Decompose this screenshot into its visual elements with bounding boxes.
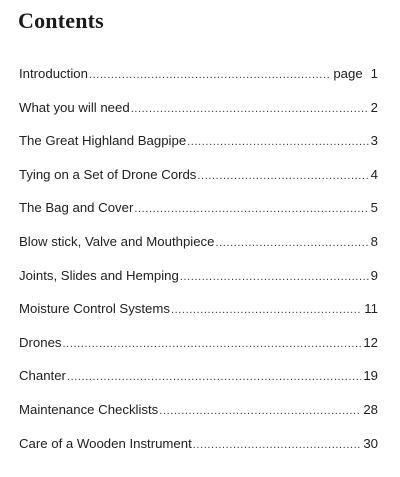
toc-entry-title: Joints, Slides and Hemping <box>19 267 179 283</box>
toc-entry-page-number: 9 <box>370 267 378 283</box>
toc-entry-page <box>333 66 378 81</box>
toc-entry-bag-and-cover <box>19 200 378 234</box>
dot-leader <box>180 271 369 283</box>
toc-entry-joints-slides-hemping <box>19 268 378 302</box>
toc-entry-title: Tying on a Set of Drone Cords <box>19 166 197 182</box>
toc-entry-page-number: 19 <box>363 368 378 384</box>
toc-entry-page-number: 8 <box>370 233 378 249</box>
toc-entry-maintenance-checklists <box>19 402 378 436</box>
toc-entry-moisture-control <box>19 301 378 335</box>
dot-leader <box>89 69 331 81</box>
toc-entry-page-number: 30 <box>363 435 378 451</box>
toc-entry-title: The Great Highland Bagpipe <box>19 133 187 149</box>
toc-entry-what-you-will-need <box>19 100 378 134</box>
toc-entry-title: Moisture Control Systems <box>19 301 170 317</box>
toc-entry-great-highland-bagpipe <box>19 133 378 167</box>
toc-entry-introduction <box>19 66 378 100</box>
toc-entry-title: Introduction <box>19 66 88 81</box>
dot-leader <box>131 103 369 115</box>
toc-entry-page-number: 28 <box>363 401 378 417</box>
toc-entry-chanter <box>19 368 378 402</box>
dot-leader <box>171 304 362 316</box>
toc-entry-title: Blow stick, Valve and Mouthpiece <box>19 233 215 249</box>
toc-entry-page-number: 2 <box>370 99 378 115</box>
toc-entry-title: The Bag and Cover <box>19 200 134 216</box>
toc-entry-page-number: 1 <box>370 66 378 81</box>
toc-entry-wooden-instrument <box>19 436 378 470</box>
toc-entry-page-number: 12 <box>363 334 378 350</box>
toc-entry-title: Care of a Wooden Instrument <box>19 435 192 451</box>
dot-leader <box>193 439 362 451</box>
dot-leader <box>63 338 362 350</box>
toc-entry-title: What you will need <box>19 99 130 115</box>
dot-leader <box>197 170 368 182</box>
dot-leader <box>67 371 361 383</box>
toc-entry-title: Chanter <box>19 368 66 384</box>
page-title: Contents <box>18 8 104 33</box>
dot-leader <box>134 203 368 215</box>
dot-leader <box>159 405 361 417</box>
toc-entry-page-number: 5 <box>370 200 378 216</box>
toc-entry-drones <box>19 335 378 369</box>
toc-entry-page-number: 4 <box>370 166 378 182</box>
toc-entry-drone-cords <box>19 167 378 201</box>
page-word-label: page <box>333 66 363 81</box>
toc-entry-blow-stick <box>19 234 378 268</box>
toc-entry-title: Maintenance Checklists <box>19 401 159 417</box>
toc-entry-title: Drones <box>19 334 62 350</box>
dot-leader <box>187 136 369 148</box>
table-of-contents <box>19 66 378 469</box>
dot-leader <box>215 237 368 249</box>
toc-entry-page-number: 11 <box>364 301 378 317</box>
toc-entry-page-number: 3 <box>370 133 378 149</box>
